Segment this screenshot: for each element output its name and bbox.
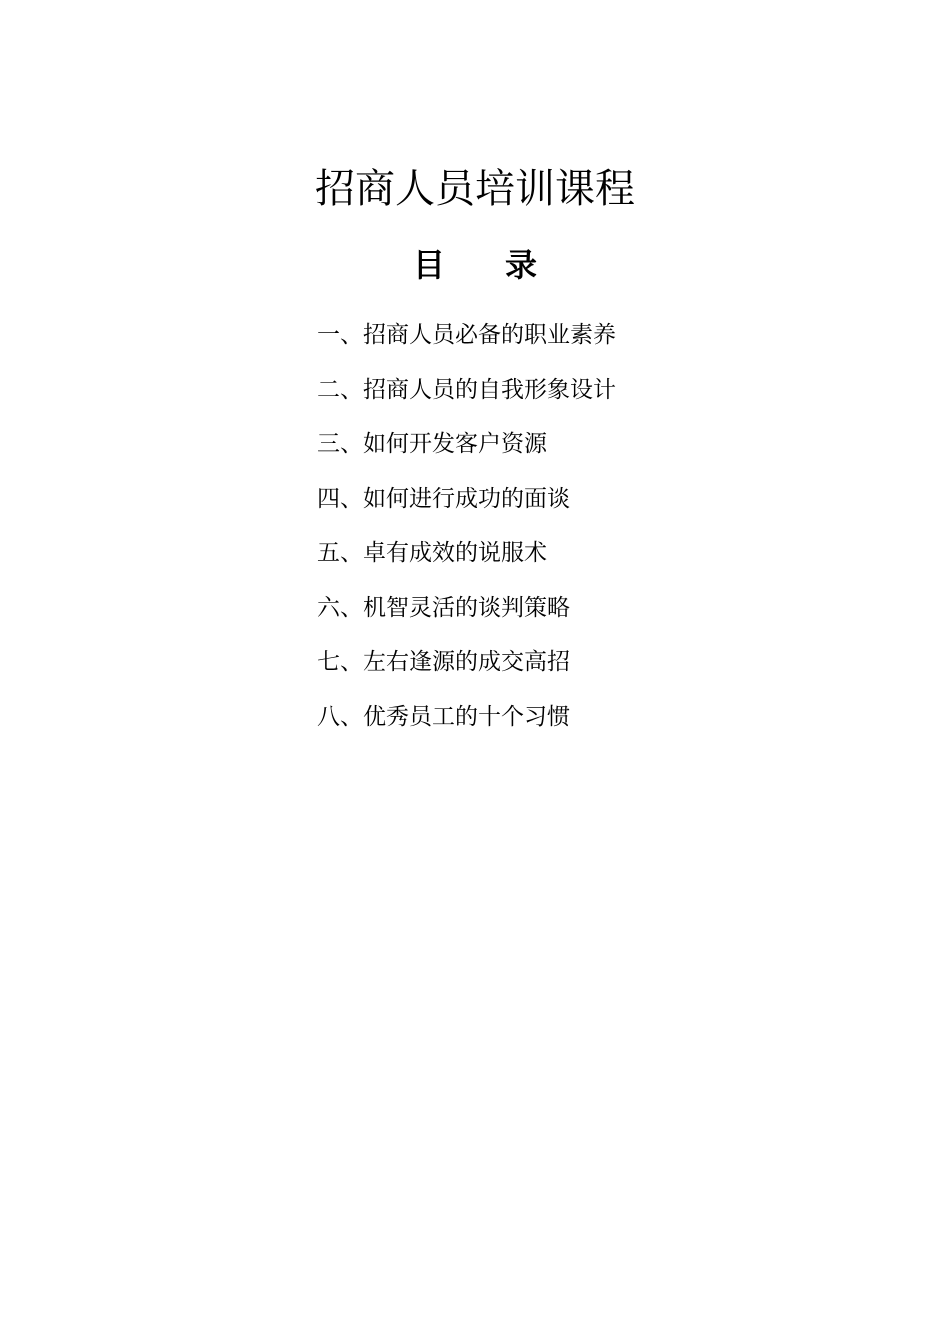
toc-item: 三、如何开发客户资源 — [317, 431, 547, 457]
toc-heading-char-2: 录 — [505, 246, 538, 284]
toc-item: 八、优秀员工的十个习惯 — [317, 703, 570, 730]
toc-item: 五、卓有成效的说服术 — [317, 540, 547, 566]
document-title: 招商人员培训课程 — [315, 166, 635, 212]
toc-item: 四、如何进行成功的面谈 — [317, 485, 570, 512]
toc-heading — [0, 243, 950, 287]
toc-item: 一、招商人员必备的职业素养 — [317, 322, 616, 348]
toc-heading-char-1: 目 — [412, 246, 445, 284]
toc-item: 七、左右逢源的成交高招 — [317, 649, 570, 675]
toc-item: 六、机智灵活的谈判策略 — [317, 594, 570, 621]
toc-item: 二、招商人员的自我形象设计 — [317, 376, 616, 403]
toc-list — [317, 320, 616, 756]
